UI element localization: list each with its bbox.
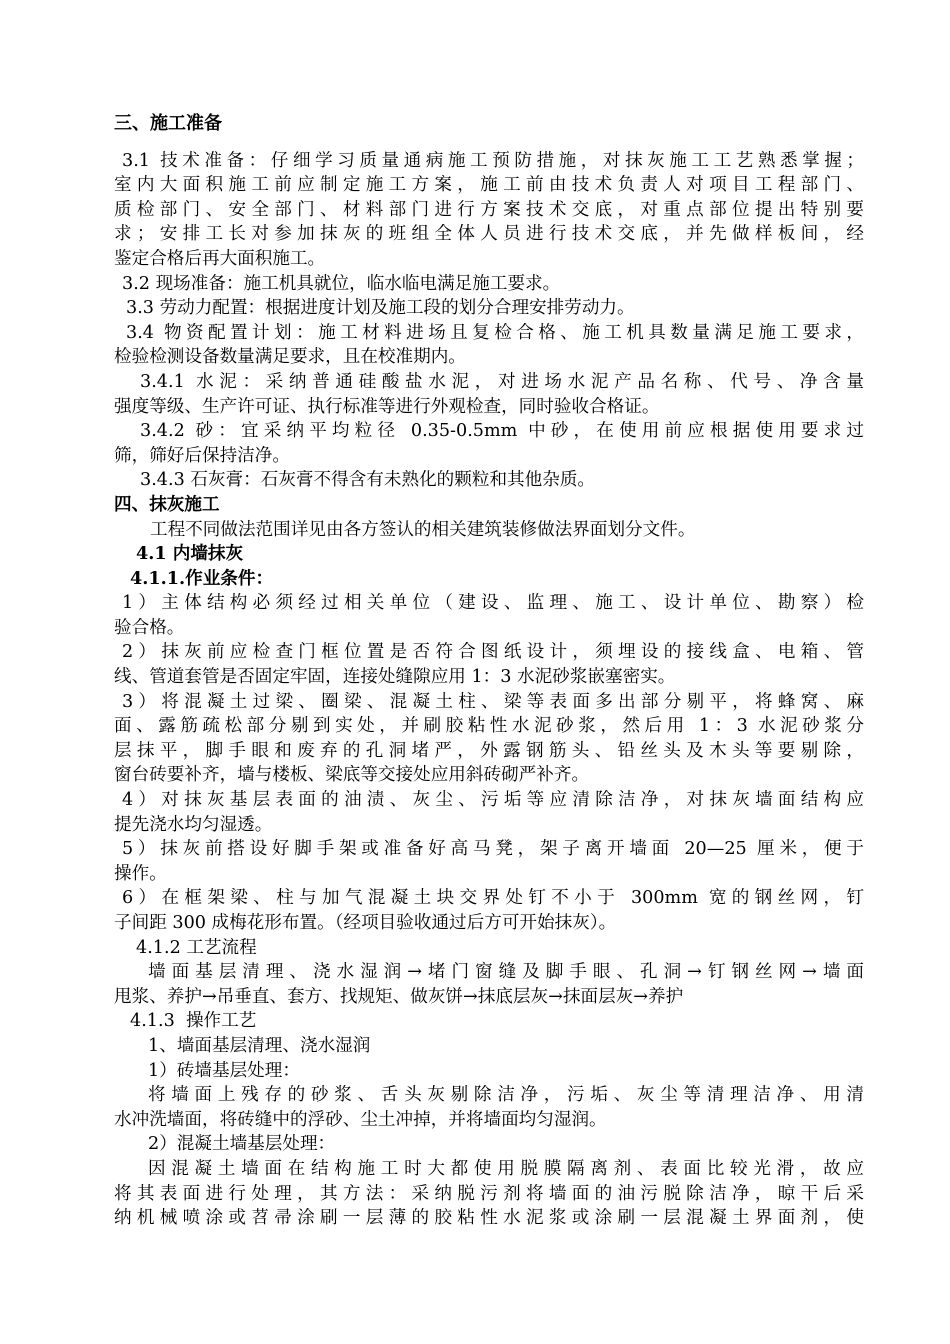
text-line: 甩浆、养护→吊垂直、套方、找规矩、做灰饼→抹底层灰→抹面层灰→养护 <box>114 986 684 1007</box>
paragraph-3-4-3: 3.4.3 石灰膏：石灰膏不得含有未熟化的颗粒和其他杂质。 <box>140 470 596 491</box>
heading-4-1-3: 4.1.3 操作工艺 <box>130 1011 257 1032</box>
paragraph-3-2: 3.2 现场准备：施工机具就位，临水临电满足施工要求。 <box>122 273 561 294</box>
text-line: 2）抹灰前应检查门框位置是否符合图纸设计，须埋设的接线盒、电箱、管 <box>122 642 864 663</box>
paragraph-3-4-1 <box>114 370 864 419</box>
paragraph-3-1 <box>114 149 864 272</box>
text-line: 3.4 物资配置计划：施工材料进场且复检合格、施工机具数量满足施工要求， <box>126 322 864 343</box>
document-page <box>114 112 864 1231</box>
text-line: 验合格。 <box>114 617 185 638</box>
paragraph-3-4 <box>114 321 864 370</box>
heading-4-1: 4.1 内墙抹灰 <box>136 543 244 565</box>
text-line: 子间距 300 成梅花形布置。（经项目验收通过后方可开始抹灰）。 <box>114 913 617 933</box>
step-1b-heading: 2）混凝土墙基层处理： <box>148 1134 336 1155</box>
text-line: 水冲洗墙面，将砖缝中的浮砂、尘土冲掉，并将墙面均匀湿润。 <box>114 1109 607 1130</box>
text-line: 求；安排工长对参加抹灰的班组全体人员进行技术交底，并先做样板间，经 <box>114 224 864 245</box>
text-line: 强度等级、生产许可证、执行标准等进行外观检查，同时验收合格证。 <box>114 396 660 417</box>
text-line: 窗台砖要补齐，墙与楼板、梁底等交接处应用斜砖砌严补齐。 <box>114 765 590 786</box>
text-line: 室内大面积施工前应制定施工方案，施工前由技术负责人对项目工程部门、 <box>114 175 864 196</box>
text-line: 因混凝土墙面在结构施工时大都使用脱膜隔离剂、表面比较光滑，故应 <box>148 1158 864 1179</box>
text-line: 面、露筋疏松部分剔到实处，并刷胶粘性水泥砂浆，然后用 1：3 水泥砂浆分 <box>114 716 864 737</box>
text-line: 1）主体结构必须经过相关单位（建设、监理、施工、设计单位、勘察）检 <box>122 593 864 614</box>
text-line: 3.4.2 砂：宜采纳平均粒径 0.35-0.5mm 中砂，在使用前应根据使用要求过 <box>140 421 864 442</box>
text-line: 检验检测设备数量满足要求，且在校准期内。 <box>114 347 466 368</box>
condition-2 <box>114 640 864 689</box>
heading-4-1-2: 4.1.2 工艺流程 <box>136 937 257 958</box>
step-1a-heading: 1）砖墙基层处理： <box>148 1060 300 1081</box>
text-line: 将墙面上残存的砂浆、舌头灰剔除洁净，污垢、灰尘等清理洁净、用清 <box>148 1085 864 1106</box>
condition-6 <box>114 886 864 935</box>
paragraph-3-3: 3.3 劳动力配置：根据进度计划及施工段的划分合理安排劳动力。 <box>126 298 635 319</box>
condition-3 <box>114 690 864 788</box>
section-4-heading: 四、抹灰施工 <box>114 493 220 515</box>
text-line: 4）对抹灰基层表面的油渍、灰尘、污垢等应清除洁净，对抹灰墙面结构应 <box>122 790 864 811</box>
text-line: 筛，筛好后保持洁净。 <box>114 445 290 466</box>
step-1a-text <box>114 1083 864 1132</box>
text-line: 线、管道套管是否固定牢固，连接处缝隙应用 1：3 水泥砂浆嵌塞密实。 <box>114 667 676 688</box>
text-line: 5）抹灰前搭设好脚手架或准备好高马凳，架子离开墙面 20—25 厘米，便于 <box>122 839 864 860</box>
process-flow <box>114 960 864 1009</box>
text-line: 3.4.1 水泥：采纳普通硅酸盐水泥，对进场水泥产品名称、代号、净含量 <box>140 371 864 392</box>
text-line: 操作。 <box>114 863 167 884</box>
section-3-heading: 三、施工准备 <box>114 113 222 134</box>
text-line: 3）将混凝土过梁、圈梁、混凝土柱、梁等表面多出部分剔平，将蜂窝、麻 <box>122 691 864 712</box>
text-line: 提先浇水均匀湿透。 <box>114 814 273 835</box>
section-4-intro: 工程不同做法范围详见由各方签认的相关建筑装修做法界面划分文件。 <box>150 519 696 540</box>
text-line: 纳机械喷涂或苕帚涂刷一层薄的胶粘性水泥浆或涂刷一层混凝土界面剂，使 <box>114 1208 864 1229</box>
condition-1 <box>114 591 864 640</box>
text-line: 将其表面进行处理，其方法：采纳脱污剂将墙面的油污脱除洁净，晾干后采 <box>114 1183 864 1204</box>
condition-5 <box>114 837 864 886</box>
heading-4-1-1: 4.1.1.作业条件： <box>130 567 274 589</box>
text-line: 6）在框架梁、柱与加气混凝土块交界处钉不小于 300mm 宽的钢丝网，钉 <box>122 888 864 909</box>
text-line: 墙面基层清理、浇水湿润→堵门窗缝及脚手眼、孔洞→钉钢丝网→墙面 <box>148 962 864 983</box>
step-1b-text <box>114 1157 864 1231</box>
paragraph-3-4-2 <box>114 419 864 468</box>
text-line: 质检部门、安全部门、材料部门进行方案技术交底，对重点部位提出特别要 <box>114 199 864 220</box>
text-line: 层抹平，脚手眼和废弃的孔洞堵严，外露钢筋头、铅丝头及木头等要剔除， <box>114 740 864 761</box>
step-1-heading: 1、墙面基层清理、浇水湿润 <box>148 1035 371 1056</box>
condition-4 <box>114 788 864 837</box>
text-line: 鉴定合格后再大面积施工。 <box>114 248 326 269</box>
text-line: 3.1 技术准备：仔细学习质量通病施工预防措施，对抹灰施工工艺熟悉掌握； <box>122 150 864 171</box>
